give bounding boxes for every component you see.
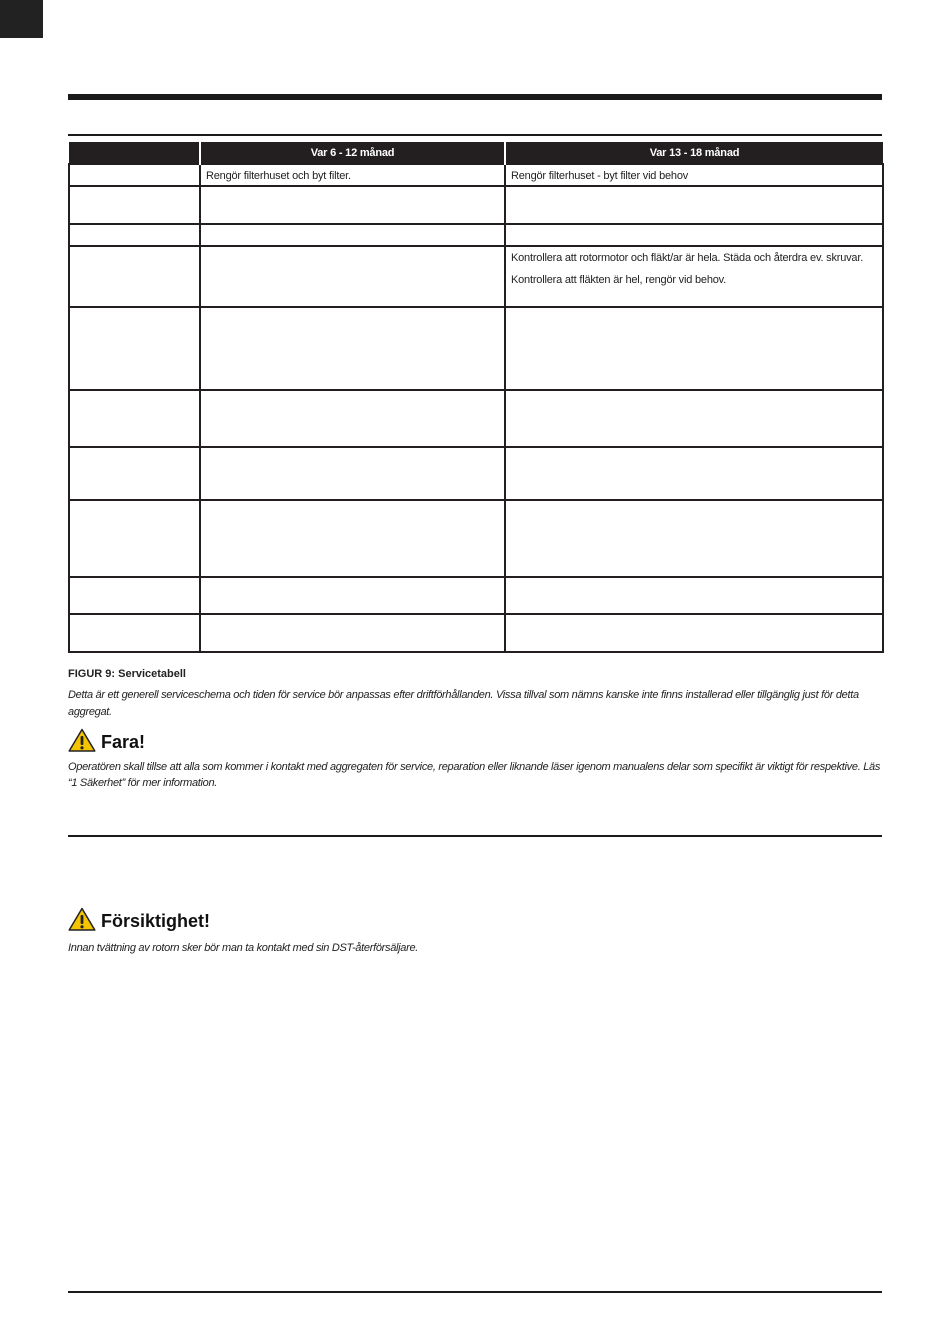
table-cell-13-18 — [505, 246, 883, 307]
service-table-header-blank — [69, 142, 200, 164]
table-cell-item — [69, 500, 200, 577]
warning-triangle-icon — [68, 907, 96, 931]
cell-text: Rengör filterhuset - byt filter vid behov — [511, 170, 689, 182]
table-row — [69, 224, 883, 246]
table-row — [69, 614, 883, 652]
table-cell-item — [69, 164, 200, 186]
table-cell-13-18 — [505, 186, 883, 224]
table-cell-13-18 — [505, 577, 883, 614]
table-cell-13-18 — [505, 447, 883, 500]
section-rule-top — [68, 134, 882, 136]
table-row — [69, 500, 883, 577]
table-cell-item — [69, 186, 200, 224]
table-cell-6-12 — [200, 164, 505, 186]
table-row — [69, 390, 883, 447]
danger-text: Operatören skall tillse att alla som kommer i kontakt med aggregaten för service, reparation eller liknande läser igenom manualens delar som specifikt är viktigt för respektive. Läs “1 Säkerhet” för mer information. — [68, 761, 881, 789]
table-cell-6-12 — [200, 577, 505, 614]
table-cell-6-12 — [200, 246, 505, 307]
table-cell-13-18 — [505, 500, 883, 577]
cell-text: Kontrollera att fläkten är hel, rengör vid behov. — [511, 274, 727, 286]
table-row — [69, 164, 883, 186]
table-cell-6-12 — [200, 500, 505, 577]
footer-rule — [68, 1291, 882, 1293]
table-cell-13-18 — [505, 224, 883, 246]
table-cell-6-12 — [200, 390, 505, 447]
table-cell-item — [69, 614, 200, 652]
warning-triangle-icon — [68, 728, 96, 752]
table-cell-13-18 — [505, 307, 883, 390]
danger-title: Fara! — [101, 732, 146, 752]
table-cell-13-18 — [505, 164, 883, 186]
caution-text: Innan tvättning av rotorn sker bör man ta kontakt med sin DST-återförsäljare. — [68, 942, 419, 954]
service-table-header-row — [69, 142, 883, 164]
table-cell-13-18 — [505, 390, 883, 447]
table-cell-item — [69, 246, 200, 307]
danger-heading — [68, 728, 145, 752]
page-corner-tab — [0, 0, 43, 38]
table-cell-item — [69, 447, 200, 500]
table-cell-item — [69, 390, 200, 447]
table-cell-item — [69, 307, 200, 390]
table-row — [69, 246, 883, 307]
service-table-header-13-18: Var 13 - 18 månad — [505, 142, 883, 164]
table-cell-6-12 — [200, 447, 505, 500]
caution-title: Försiktighet! — [101, 911, 211, 931]
service-table-header-6-12: Var 6 - 12 månad — [200, 142, 505, 164]
cell-text: Kontrollera att rotormotor och fläkt/ar är hela. Städa och återdra ev. skruvar. — [511, 252, 864, 264]
table-cell-item — [69, 577, 200, 614]
header-rule — [68, 94, 882, 100]
table-row — [69, 577, 883, 614]
table-row — [69, 447, 883, 500]
table-cell-6-12 — [200, 307, 505, 390]
table-row — [69, 186, 883, 224]
table-row — [69, 307, 883, 390]
table-cell-6-12 — [200, 186, 505, 224]
table-cell-13-18 — [505, 614, 883, 652]
figure-note: Detta är ett generell serviceschema och tiden för service bör anpassas efter driftförhållanden. Vissa tillval som nämns kanske inte finns installerad eller tillgänglig just för detta aggregat. — [68, 689, 859, 718]
table-cell-item — [69, 224, 200, 246]
figure-caption: FIGUR 9: Servicetabell — [68, 668, 186, 680]
table-cell-6-12 — [200, 224, 505, 246]
caution-heading — [68, 907, 210, 931]
cell-text: Rengör filterhuset och byt filter. — [206, 170, 351, 182]
section-rule-middle — [68, 835, 882, 837]
table-cell-6-12 — [200, 614, 505, 652]
service-table — [68, 142, 884, 653]
